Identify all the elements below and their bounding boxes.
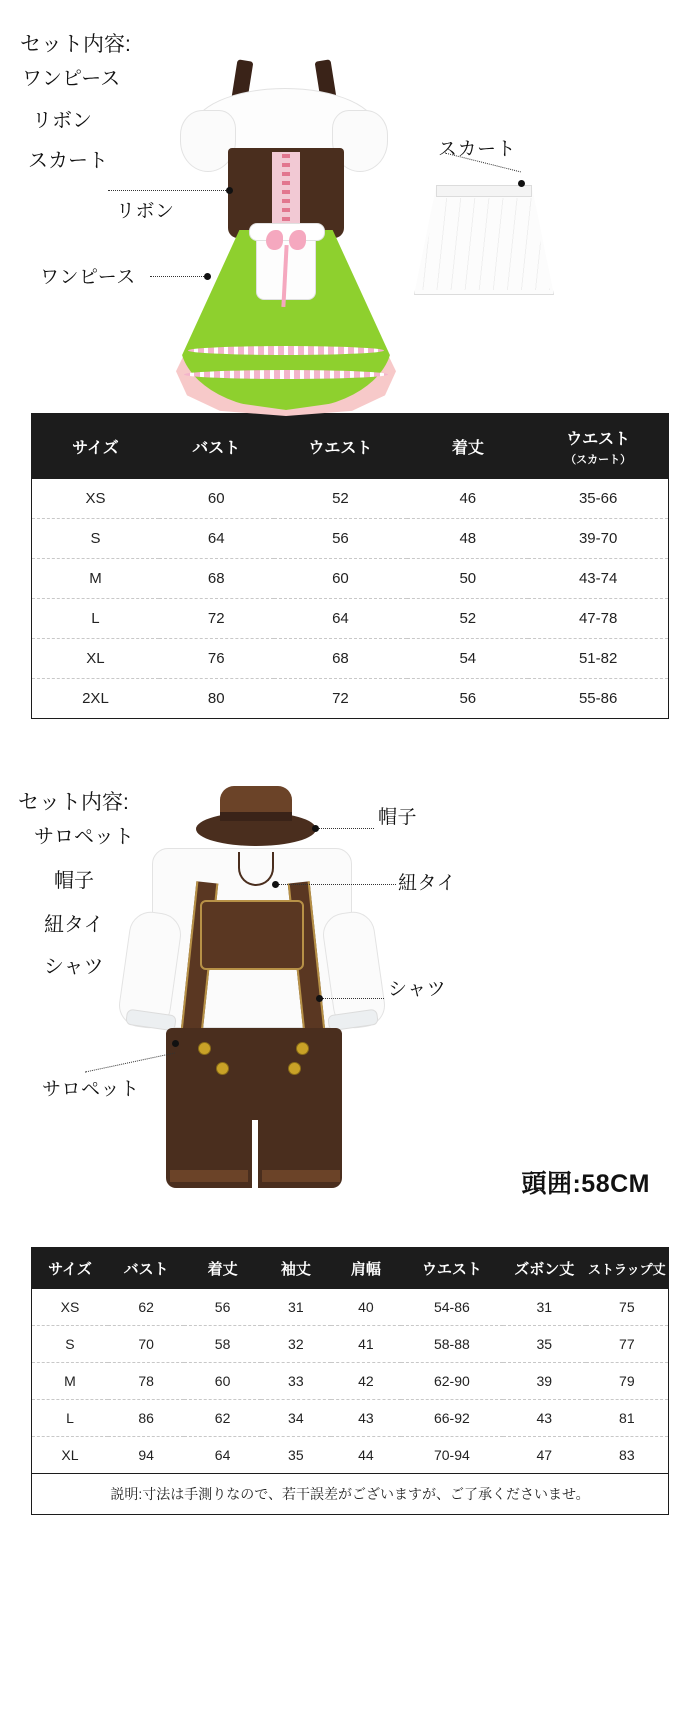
cell-size: 2XL: [32, 679, 159, 719]
ribbon-bow: [266, 230, 306, 252]
cell-size: XS: [32, 1289, 108, 1326]
cell-size: S: [32, 1326, 108, 1363]
cell-size: XS: [32, 479, 159, 519]
table-row: [32, 1326, 669, 1363]
cell-skirt-waist: 35-66: [528, 479, 668, 519]
size-table-dress: [31, 413, 669, 719]
cell-bust: 76: [159, 639, 274, 679]
callout-onepiece: ワンピース: [40, 267, 136, 288]
leader-tie: [278, 884, 396, 885]
shorts-hem-left: [170, 1170, 248, 1182]
cell-strap-length: 81: [586, 1400, 669, 1437]
salopette-button-left-2: [216, 1062, 229, 1075]
dress-drawing: [170, 30, 400, 390]
leader-onepiece: [150, 276, 206, 277]
cell-strap-length: 75: [586, 1289, 669, 1326]
cell-shoulder: 42: [331, 1363, 401, 1400]
measurement-note: 説明:寸法は手測りなので、若干誤差がございますが、ご了承くださいませ。: [32, 1474, 669, 1515]
cell-pants-length: 43: [503, 1400, 586, 1437]
leader-dot-ribbon: [226, 187, 233, 194]
cell-shoulder: 44: [331, 1437, 401, 1474]
leader-dot-shirt: [316, 995, 323, 1002]
set-title-2: セット内容:: [18, 791, 129, 814]
salopette-button-right: [296, 1042, 309, 1055]
cell-shoulder: 40: [331, 1289, 401, 1326]
th-skirt-waist-main: ウエスト: [566, 431, 631, 448]
set-item-salopette: サロペット: [34, 826, 134, 848]
shorts-hem-right: [262, 1170, 340, 1182]
th-shoulder: 肩幅: [331, 1248, 401, 1290]
cell-strap-length: 79: [586, 1363, 669, 1400]
leader-dot-onepiece: [204, 273, 211, 280]
cell-sleeve: 35: [261, 1437, 331, 1474]
set-title-1: セット内容:: [20, 33, 131, 56]
th-waist: ウエスト: [401, 1248, 503, 1290]
cell-bust: 64: [159, 519, 274, 559]
th-length: 着丈: [184, 1248, 260, 1290]
callout-tie: 紐タイ: [398, 873, 457, 894]
table-row: [32, 599, 669, 639]
th-bust: バスト: [159, 414, 274, 480]
callout-skirt: スカート: [438, 139, 517, 160]
th-sleeve: 袖丈: [261, 1248, 331, 1290]
th-length: 着丈: [407, 414, 528, 480]
size-table-boy-grid: [31, 1247, 669, 1515]
cell-size: XL: [32, 639, 159, 679]
head-circumference-label: 頭囲:58CM: [521, 1170, 650, 1198]
dress-lacing: [282, 154, 290, 226]
cell-bust: 86: [108, 1400, 184, 1437]
th-bust: バスト: [108, 1248, 184, 1290]
table-note-row: [32, 1474, 669, 1515]
cell-waist: 64: [274, 599, 408, 639]
cell-strap-length: 77: [586, 1326, 669, 1363]
set-item-shirt: シャツ: [44, 956, 104, 978]
cell-skirt-waist: 39-70: [528, 519, 668, 559]
cell-length: 54: [407, 639, 528, 679]
table-header-row: [32, 1248, 669, 1290]
leader-shirt: [322, 998, 384, 999]
cell-length: 52: [407, 599, 528, 639]
callout-salopette: サロペット: [42, 1079, 140, 1100]
cell-waist: 52: [274, 479, 408, 519]
cell-shoulder: 43: [331, 1400, 401, 1437]
cell-skirt-waist: 47-78: [528, 599, 668, 639]
cell-waist: 62-90: [401, 1363, 503, 1400]
cell-sleeve: 31: [261, 1289, 331, 1326]
callout-hat: 帽子: [378, 807, 418, 828]
cell-bust: 60: [159, 479, 274, 519]
cell-sleeve: 33: [261, 1363, 331, 1400]
set-item-ribbon: リボン: [32, 110, 92, 132]
cell-length: 56: [407, 679, 528, 719]
leader-salopette: [85, 1052, 175, 1072]
salopette-bib: [200, 900, 304, 970]
leader-dot-salopette: [172, 1040, 179, 1047]
table-row: [32, 1363, 669, 1400]
table-row: [32, 559, 669, 599]
skirt-trim-lower: [184, 370, 388, 379]
cell-length: 56: [184, 1289, 260, 1326]
cell-length: 46: [407, 479, 528, 519]
cell-length: 48: [407, 519, 528, 559]
leader-dot-hat: [312, 825, 319, 832]
cell-waist: 68: [274, 639, 408, 679]
th-size: サイズ: [32, 414, 159, 480]
th-pants-length: ズボン丈: [503, 1248, 586, 1290]
size-table-dress-grid: [31, 413, 669, 719]
cell-pants-length: 35: [503, 1326, 586, 1363]
cell-length: 62: [184, 1400, 260, 1437]
shorts-inseam: [252, 1120, 258, 1188]
cell-bust: 78: [108, 1363, 184, 1400]
dress-illustration: [0, 0, 700, 400]
cell-sleeve: 32: [261, 1326, 331, 1363]
cell-waist: 54-86: [401, 1289, 503, 1326]
cell-bust: 70: [108, 1326, 184, 1363]
salopette-button-right-2: [288, 1062, 301, 1075]
cell-bust: 72: [159, 599, 274, 639]
th-waist: ウエスト: [274, 414, 408, 480]
callout-ribbon: リボン: [116, 201, 175, 222]
th-strap-length: ストラップ丈: [586, 1248, 669, 1290]
table-row: [32, 1400, 669, 1437]
cell-shoulder: 41: [331, 1326, 401, 1363]
cell-waist: 66-92: [401, 1400, 503, 1437]
cell-waist: 70-94: [401, 1437, 503, 1474]
cell-pants-length: 31: [503, 1289, 586, 1326]
cell-size: M: [32, 559, 159, 599]
set-item-onepiece: ワンピース: [22, 68, 121, 90]
cell-length: 50: [407, 559, 528, 599]
table-row: [32, 679, 669, 719]
cell-length: 58: [184, 1326, 260, 1363]
leader-dot-tie: [272, 881, 279, 888]
cell-strap-length: 83: [586, 1437, 669, 1474]
cell-bust: 80: [159, 679, 274, 719]
salopette-button-left: [198, 1042, 211, 1055]
table-header-row: [32, 414, 669, 480]
cell-skirt-waist: 55-86: [528, 679, 668, 719]
cell-waist: 72: [274, 679, 408, 719]
size-table-boy: [31, 1247, 669, 1515]
cell-bust: 62: [108, 1289, 184, 1326]
set-item-skirt: スカート: [28, 150, 108, 172]
set-item-tie: 紐タイ: [44, 914, 104, 936]
th-skirt-waist-sub: （スカート）: [565, 454, 632, 466]
table-row: [32, 1289, 669, 1326]
table-row: [32, 519, 669, 559]
hat-band: [220, 812, 292, 821]
th-skirt-waist: [528, 414, 668, 480]
cell-size: L: [32, 599, 159, 639]
table-row: [32, 1437, 669, 1474]
leader-hat: [316, 828, 374, 829]
cell-waist: 60: [274, 559, 408, 599]
leader-dot-skirt: [518, 180, 525, 187]
table-row: [32, 479, 669, 519]
cell-size: XL: [32, 1437, 108, 1474]
cell-length: 64: [184, 1437, 260, 1474]
th-size: サイズ: [32, 1248, 108, 1290]
cell-sleeve: 34: [261, 1400, 331, 1437]
set-item-hat: 帽子: [54, 870, 94, 892]
callout-shirt: シャツ: [388, 979, 447, 1000]
cell-size: M: [32, 1363, 108, 1400]
white-skirt-pleats: [418, 198, 550, 290]
cell-pants-length: 39: [503, 1363, 586, 1400]
cell-waist: 56: [274, 519, 408, 559]
cell-waist: 58-88: [401, 1326, 503, 1363]
cell-skirt-waist: 43-74: [528, 559, 668, 599]
table-row: [32, 639, 669, 679]
cell-length: 60: [184, 1363, 260, 1400]
cell-bust: 68: [159, 559, 274, 599]
cell-skirt-waist: 51-82: [528, 639, 668, 679]
cell-pants-length: 47: [503, 1437, 586, 1474]
white-skirt-waistband: [436, 185, 532, 197]
cell-bust: 94: [108, 1437, 184, 1474]
skirt-trim-upper: [188, 346, 384, 355]
cell-size: L: [32, 1400, 108, 1437]
cell-size: S: [32, 519, 159, 559]
leader-ribbon: [108, 190, 228, 191]
